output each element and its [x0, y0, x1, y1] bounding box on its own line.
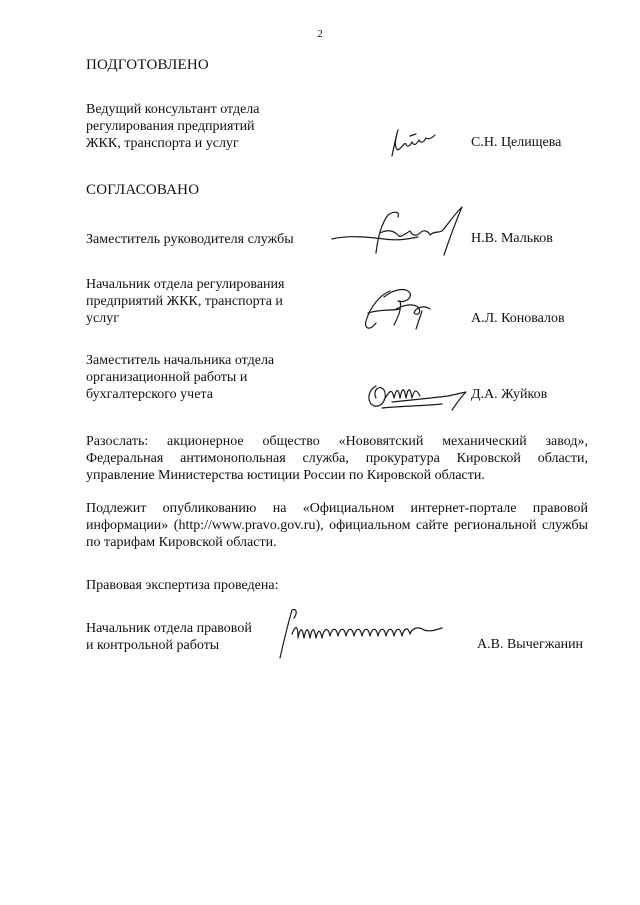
- position-line: Заместитель руководителя службы: [86, 232, 294, 247]
- publication-paragraph: Подлежит опубликованию на «Официальном интернет-портале правовой информации» (http://www.pravo.gov.ru), официальном сайте региональной службы по тарифам Кировской области.: [86, 501, 588, 550]
- distribution-paragraph: Разослать: акционерное общество «Нововятский механический завод», Федеральная антимонопольная служба, прокуратура Кировской области, управление Министерства юстиции России по Кировской области.: [86, 434, 588, 483]
- signature-vychegzhanin: [272, 604, 448, 662]
- signature-konovalov: [360, 283, 440, 335]
- page-number: 2: [317, 28, 323, 40]
- position-line: услуг: [86, 311, 119, 326]
- position-line: Ведущий консультант отдела: [86, 102, 260, 117]
- legal-review-name: А.В. Вычегжанин: [477, 637, 584, 652]
- prepared-heading: ПОДГОТОВЛЕНО: [86, 57, 209, 73]
- signature-zhuykov: [362, 376, 472, 416]
- signer-name: Н.В. Мальков: [471, 231, 553, 246]
- position-line: бухгалтерского учета: [86, 387, 213, 402]
- agreed-heading: СОГЛАСОВАНО: [86, 182, 200, 198]
- signature-tselishcheva: [386, 126, 438, 160]
- signer-position: [86, 352, 316, 403]
- position-line: Заместитель начальника отдела: [86, 353, 275, 368]
- position-line: Начальник отдела правовой: [86, 621, 252, 636]
- position-line: предприятий ЖКК, транспорта и: [86, 294, 283, 309]
- position-line: Начальник отдела регулирования: [86, 277, 285, 292]
- position-line: ЖКК, транспорта и услуг: [86, 136, 239, 151]
- prepared-name: С.Н. Целищева: [471, 135, 562, 150]
- signer-position: [86, 231, 294, 248]
- signer-position: [86, 276, 316, 327]
- signature-malkov: [328, 203, 478, 263]
- position-line: регулирования предприятий: [86, 119, 255, 134]
- signer-name: А.Л. Коновалов: [471, 311, 565, 326]
- legal-review-heading: Правовая экспертиза проведена:: [86, 578, 279, 593]
- position-line: организационной работы и: [86, 370, 248, 385]
- prepared-position: [86, 101, 316, 152]
- position-line: и контрольной работы: [86, 638, 220, 653]
- signer-name: Д.А. Жуйков: [471, 387, 548, 402]
